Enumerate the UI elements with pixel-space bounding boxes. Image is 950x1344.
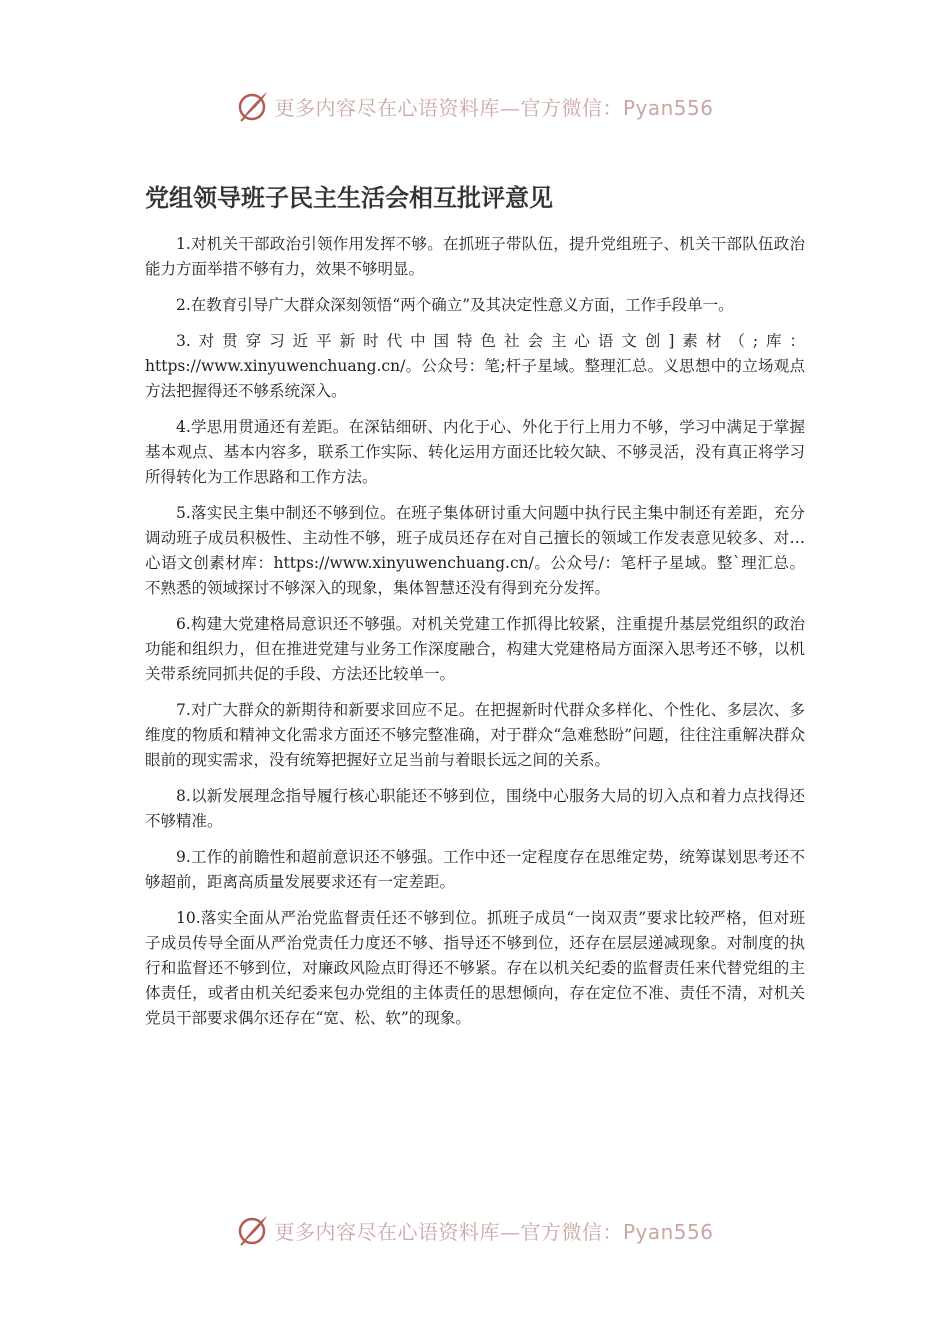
- document-body: [145, 232, 805, 1042]
- paragraph: 9.工作的前瞻性和超前意识还不够强。工作中还一定程度存在思维定势，统筹谋划思考还不够超前，距离高质量发展要求还有一定差距。: [145, 848, 805, 891]
- paragraph: 7.对广大群众的新期待和新要求回应不足。在把握新时代群众多样化、个性化、多层次、多维度的物质和精神文化需求方面还不够完整准确，对于群众“急难愁盼”问题，往往注重解决群众眼前的现实需求，没有统筹把握好立足当前与着眼长远之间的关系。: [145, 701, 805, 769]
- footer-banner: [0, 1208, 950, 1252]
- paragraph: 2.在教育引导广大群众深刻领悟“两个确立”及其决定性意义方面，工作手段单一。: [176, 296, 734, 314]
- paragraph: 8.以新发展理念指导履行核心职能还不够到位，围绕中心服务大局的切入点和着力点找得还不够精准。: [145, 787, 805, 830]
- document-title: 党组领导班子民主生活会相互批评意见: [145, 184, 553, 212]
- quill-logo-icon: [236, 1213, 270, 1247]
- paragraph: 1.对机关干部政治引领作用发挥不够。在抓班子带队伍，提升党组班子、机关干部队伍政治能力方面举措不够有力，效果不够明显。: [145, 235, 805, 278]
- quill-logo-icon: [236, 89, 270, 123]
- header-banner-text: 更多内容尽在心语资料库—官方微信：Pyan556: [274, 95, 714, 120]
- paragraph: 3.对贯穿习近平新时代中国特色社会主心语文创]素材（;库：https://www.xinyuwenchuang.cn/。公众号：笔;杆子星域。整理汇总。义思想中的立场观点方法把握得还不够系统深入。: [145, 332, 805, 400]
- paragraph: 6.构建大党建格局意识还不够强。对机关党建工作抓得比较紧，注重提升基层党组织的政治功能和组织力，但在推进党建与业务工作深度融合，构建大党建格局方面深入思考还不够，以机关带系统同抓共促的手段、方法还比较单一。: [145, 615, 805, 683]
- paragraph: 10.落实全面从严治党监督责任还不够到位。抓班子成员“一岗双责”要求比较严格，但对班子成员传导全面从严治党责任力度还不够、指导还不够到位，还存在层层递减现象。对制度的执行和监督还不够到位，对廉政风险点盯得还不够紧。存在以机关纪委的监督责任来代替党组的主体责任，或者由机关纪委来包办党组的主体责任的思想倾向，存在定位不准、责任不清，对机关党员干部要求偶尔还存在“宽、松、软”的现象。: [145, 909, 805, 1027]
- paragraph: 4.学思用贯通还有差距。在深钻细研、内化于心、外化于行上用力不够，学习中满足于掌握基本观点、基本内容多，联系工作实际、转化运用方面还比较欠缺、不够灵活，没有真正将学习所得转化为工作思路和工作方法。: [145, 418, 805, 486]
- footer-banner-text: 更多内容尽在心语资料库—官方微信：Pyan556: [274, 1219, 714, 1244]
- paragraph: 5.落实民主集中制还不够到位。在班子集体研讨重大问题中执行民主集中制还有差距，充分调动班子成员积极性、主动性不够，班子成员还存在对自己擅长的领域工作发表意见较多、对…心语文创素材库：https://www.xinyuwenchuang.cn/。公众号/：笔杆子星域。整`理汇总。不熟悉的领域探讨不够深入的现象，集体智慧还没有得到充分发挥。: [145, 504, 805, 597]
- header-banner: [0, 84, 950, 128]
